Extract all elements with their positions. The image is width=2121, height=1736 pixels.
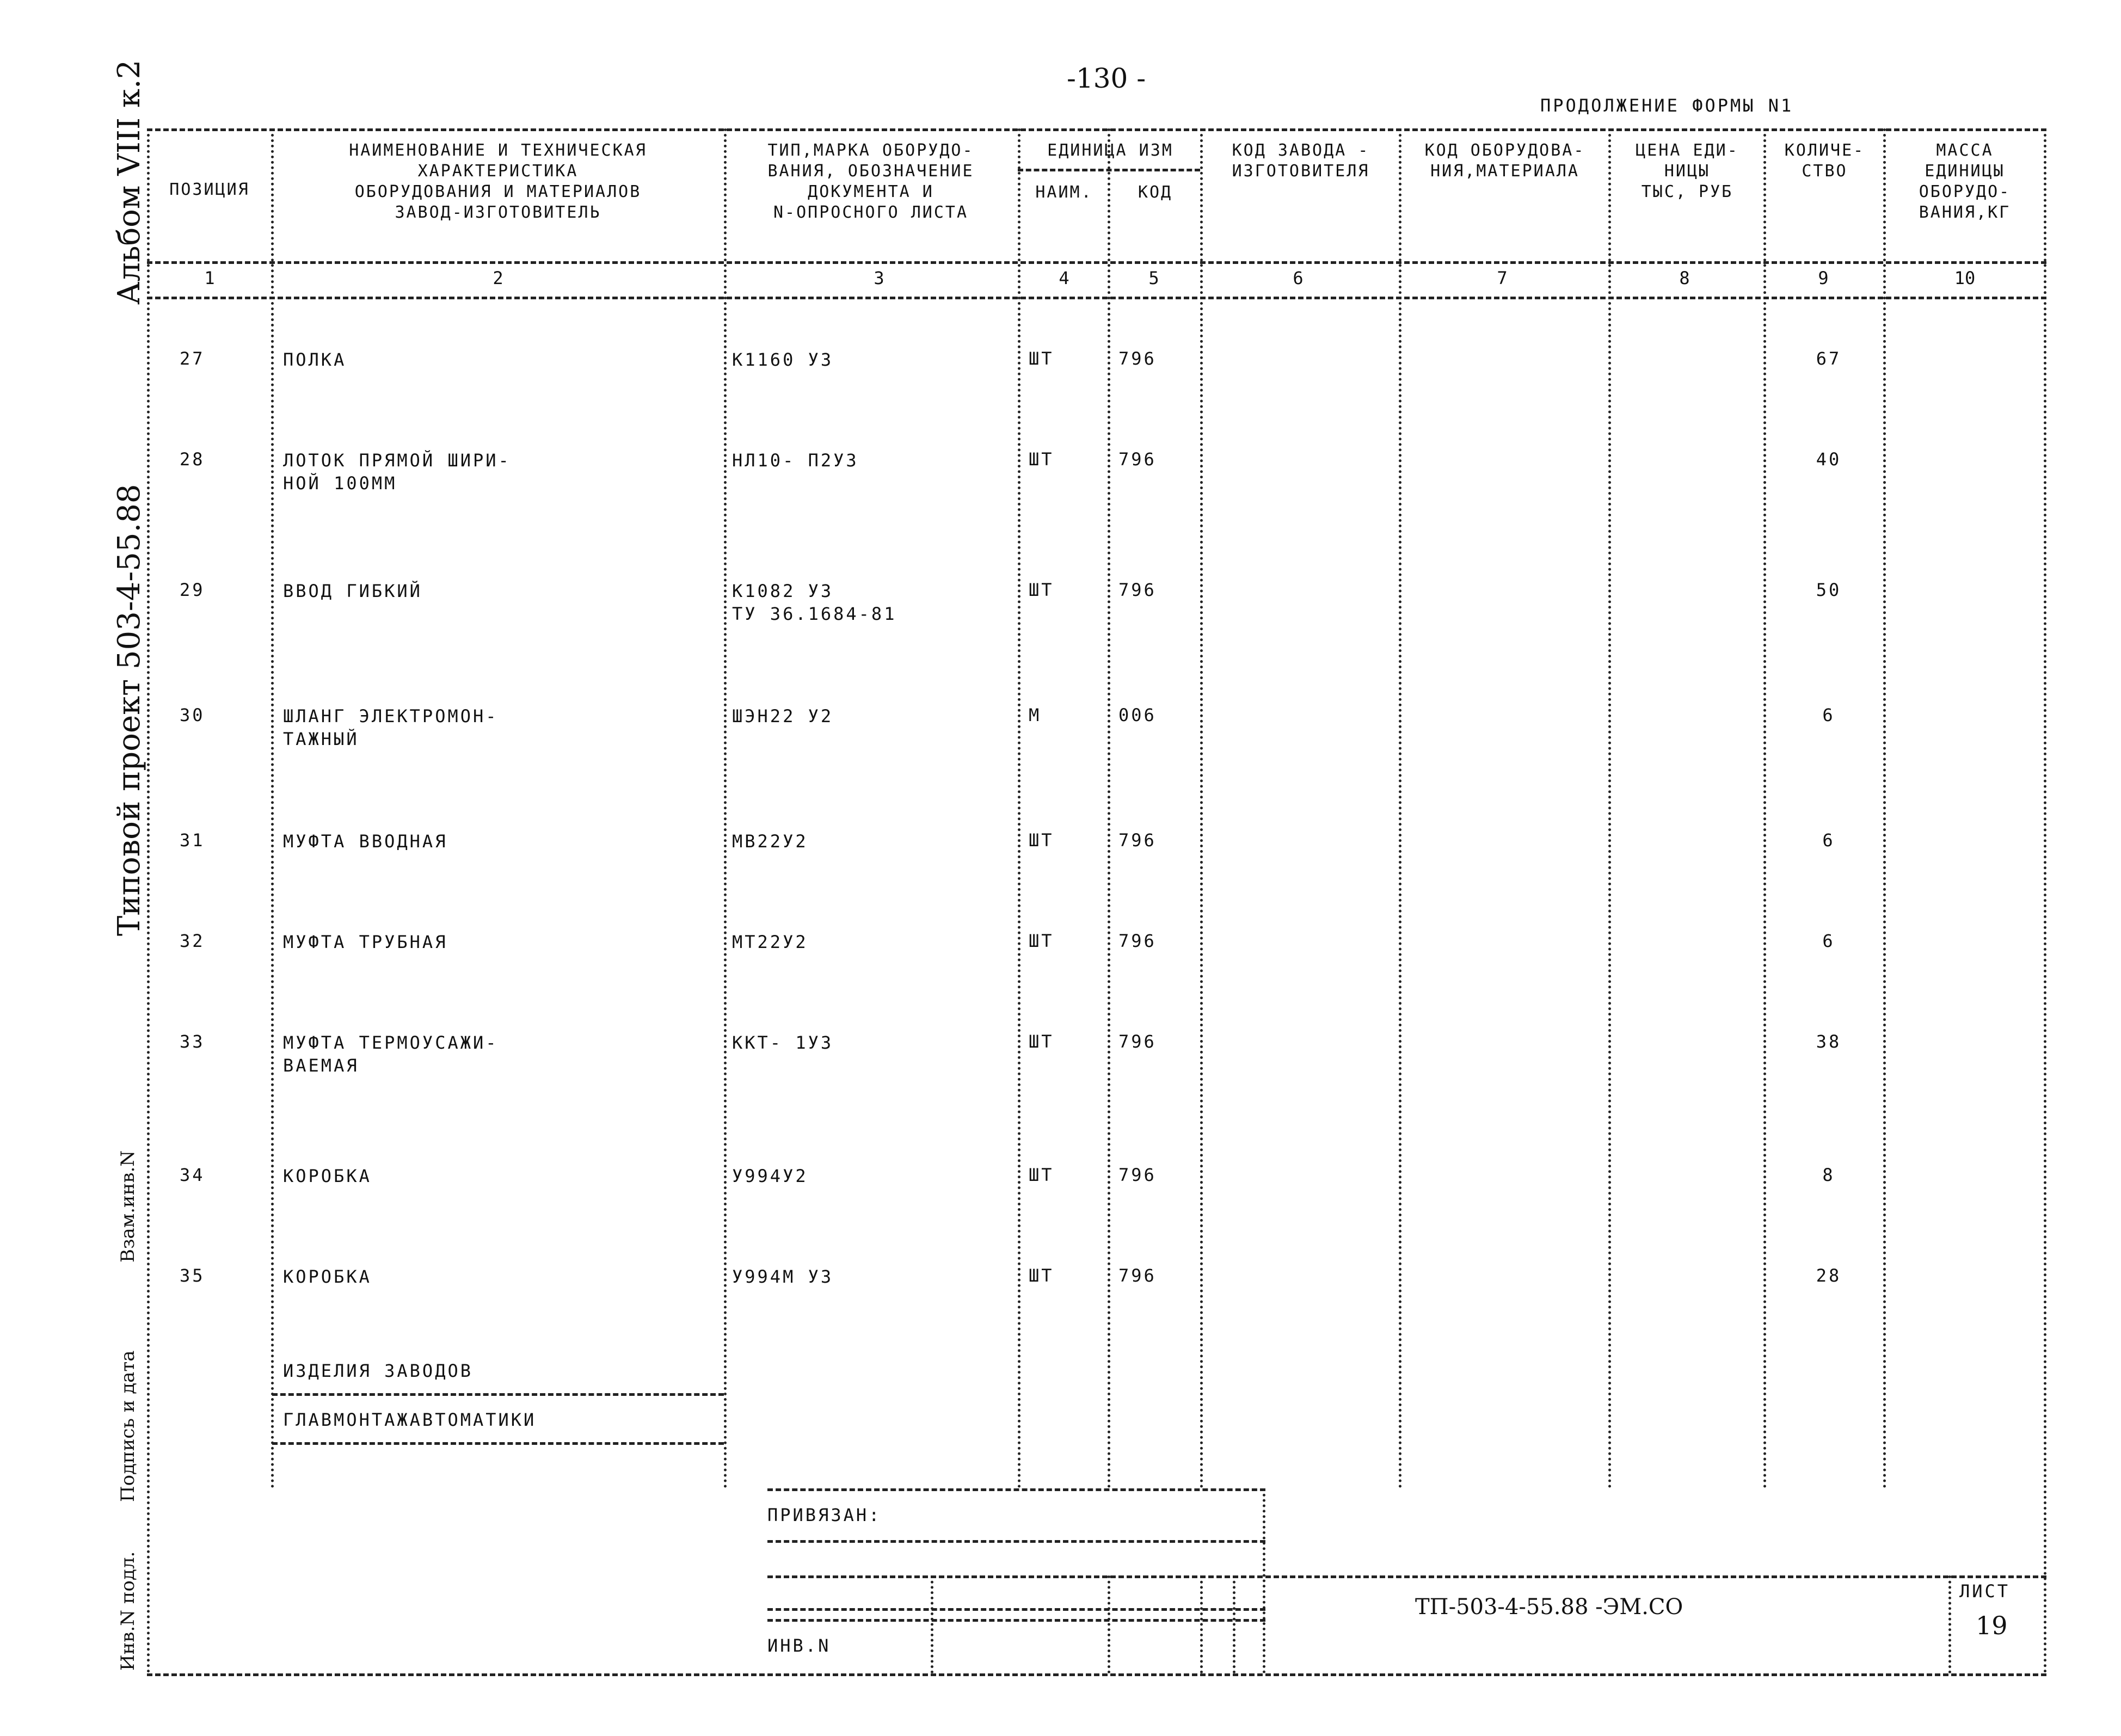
sheet-label: ЛИСТ — [1959, 1581, 2011, 1602]
col-line-1 — [271, 128, 274, 1489]
row-unit: ШТ — [1029, 1031, 1054, 1052]
stamp-col-3 — [1200, 1575, 1203, 1673]
row-name: ПОЛКА — [283, 349, 347, 370]
row-position: 33 — [180, 1031, 205, 1052]
header-bottom-rule — [147, 261, 2046, 264]
stamp-rule-2 — [767, 1575, 2046, 1578]
stamp-col-4 — [1233, 1575, 1235, 1673]
stamp-replace-inv: Взам.инв.N — [117, 1150, 139, 1263]
col-line-7 — [1608, 128, 1611, 1489]
row-name: ЛОТОК ПРЯМОЙ ШИРИ- НОЙ 100ММ — [283, 450, 511, 494]
row-position: 31 — [180, 830, 205, 851]
row-quantity: 38 — [1816, 1031, 1842, 1052]
row-code: 006 — [1118, 705, 1157, 725]
document-code: ТП-503-4-55.88 -ЭМ.СО — [1415, 1595, 1683, 1620]
col-number-7: 7 — [1497, 268, 1508, 288]
row-type: ШЭН22 У2 — [732, 706, 834, 727]
stamp-rule-4 — [767, 1619, 1265, 1622]
stamp-rule-1 — [767, 1540, 1265, 1543]
row-position: 34 — [180, 1165, 205, 1185]
col-line-6 — [1399, 128, 1401, 1489]
col-line-10 — [2044, 128, 2046, 1674]
row-name: МУФТА ТРУБНАЯ — [283, 932, 448, 952]
stamp-inventory-label: ИНВ.N — [767, 1635, 831, 1656]
row-unit: ШТ — [1029, 449, 1054, 470]
row-type: К1082 У3 ТУ 36.1684-81 — [732, 581, 897, 624]
row-code: 796 — [1118, 931, 1157, 951]
row-position: 32 — [180, 931, 205, 951]
table-top-rule — [147, 128, 2046, 131]
row-position: 35 — [180, 1265, 205, 1286]
header-factory-code: КОД ЗАВОДА - ИЗГОТОВИТЕЛЯ — [1232, 141, 1370, 181]
stamp-col-2 — [1108, 1575, 1110, 1673]
stamp-inventory-original: Инв.N подл. — [117, 1551, 139, 1671]
row-name: МУФТА ВВОДНАЯ — [283, 831, 448, 852]
col-number-2: 2 — [493, 268, 503, 288]
row-name: ШЛАНГ ЭЛЕКТРОМОН- ТАЖНЫЙ — [283, 706, 499, 749]
header-unit-name: НАИМ. — [1035, 183, 1093, 202]
row-type: К1160 У3 — [732, 349, 834, 370]
col-number-6: 6 — [1293, 268, 1304, 288]
row-unit: М — [1029, 705, 1042, 725]
header-mass: МАССА ЕДИНИЦЫ ОБОРУДО- ВАНИЯ,КГ — [1919, 141, 2011, 222]
stamp-col-1 — [931, 1575, 933, 1673]
col-line-2 — [724, 128, 727, 1489]
col-line-3 — [1018, 128, 1020, 1489]
header-quantity: КОЛИЧЕ- СТВО — [1784, 141, 1865, 181]
row-code: 796 — [1118, 580, 1157, 600]
row-unit: ШТ — [1029, 931, 1054, 951]
project-label: Типовой проект 503-4-55.88 — [112, 484, 147, 936]
row-quantity: 6 — [1822, 705, 1835, 725]
row-quantity: 67 — [1816, 348, 1842, 369]
column-numbers-rule — [147, 297, 2046, 299]
row-unit: ШТ — [1029, 580, 1054, 600]
row-type: У994У2 — [732, 1166, 808, 1186]
row-code: 796 — [1118, 1265, 1157, 1286]
row-quantity: 6 — [1822, 931, 1835, 951]
row-code: 796 — [1118, 1031, 1157, 1052]
section-title: ИЗДЕЛИЯ ЗАВОДОВ — [283, 1361, 473, 1381]
row-name: КОРОБКА — [283, 1266, 372, 1287]
row-quantity: 28 — [1816, 1265, 1842, 1286]
col-line-9 — [1883, 128, 1886, 1489]
row-type: МТ22У2 — [732, 932, 808, 952]
row-position: 29 — [180, 580, 205, 600]
col-number-5: 5 — [1148, 268, 1159, 288]
header-unit-price: ЦЕНА ЕДИ- НИЦЫ ТЫС, РУБ — [1636, 141, 1739, 201]
row-quantity: 8 — [1822, 1165, 1835, 1185]
row-position: 28 — [180, 449, 205, 470]
row-unit: ШТ — [1029, 1265, 1054, 1286]
row-type: ККТ- 1У3 — [732, 1032, 834, 1053]
row-unit: ШТ — [1029, 348, 1054, 369]
col-line-5 — [1200, 128, 1203, 1489]
header-unit-group: ЕДИНИЦА ИЗМ — [1047, 141, 1173, 160]
sheet-box-line — [1948, 1575, 1951, 1673]
row-code: 796 — [1118, 830, 1157, 851]
continuation-caption: ПРОДОЛЖЕНИЕ ФОРМЫ N1 — [1540, 95, 1794, 116]
section-rule-2 — [272, 1442, 724, 1445]
col-number-8: 8 — [1679, 268, 1690, 288]
row-code: 796 — [1118, 348, 1157, 369]
row-name: МУФТА ТЕРМОУСАЖИ- ВАЕМАЯ — [283, 1032, 499, 1076]
col-line-8 — [1763, 128, 1766, 1489]
col-number-10: 10 — [1954, 268, 1976, 288]
row-name: ВВОД ГИБКИЙ — [283, 581, 422, 601]
col-number-9: 9 — [1818, 268, 1829, 288]
row-unit: ШТ — [1029, 1165, 1054, 1185]
row-quantity: 50 — [1816, 580, 1842, 600]
sheet-number: 19 — [1976, 1611, 2008, 1640]
col-number-1: 1 — [204, 268, 215, 288]
stamp-bound-label: ПРИВЯЗАН: — [767, 1505, 882, 1525]
stamp-right-line — [1263, 1488, 1265, 1673]
col-line-4 — [1108, 128, 1110, 1489]
col-number-4: 4 — [1059, 268, 1069, 288]
header-material-code: КОД ОБОРУДОВА- НИЯ,МАТЕРИАЛА — [1424, 141, 1585, 181]
header-unit-code: КОД — [1138, 183, 1173, 202]
row-quantity: 40 — [1816, 449, 1842, 470]
section-rule-1 — [272, 1393, 724, 1396]
header-position: ПОЗИЦИЯ — [169, 180, 250, 199]
stamp-rule-3 — [767, 1608, 1265, 1611]
page-number: -130 - — [1067, 63, 1146, 94]
col-line-0 — [147, 128, 150, 1674]
row-code: 796 — [1118, 1165, 1157, 1185]
row-code: 796 — [1118, 449, 1157, 470]
table-bottom-rule — [147, 1673, 2046, 1676]
stamp-top-rule — [767, 1488, 1265, 1491]
section-organization: ГЛАВМОНТАЖАВТОМАТИКИ — [283, 1409, 537, 1430]
row-type: МВ22У2 — [732, 831, 808, 852]
row-position: 27 — [180, 348, 205, 369]
stamp-signature-date: Подпись и дата — [117, 1350, 139, 1502]
row-type: НЛ10- П2У3 — [732, 450, 859, 471]
row-unit: ШТ — [1029, 830, 1054, 851]
row-quantity: 6 — [1822, 830, 1835, 851]
row-name: КОРОБКА — [283, 1166, 372, 1186]
row-position: 30 — [180, 705, 205, 725]
row-type: У994М У3 — [732, 1266, 834, 1287]
header-name: НАИМЕНОВАНИЕ И ТЕХНИЧЕСКАЯ ХАРАКТЕРИСТИКА ОБОРУДОВАНИЯ И МАТЕРИАЛОВ ЗАВОД-ИЗГОТОВИТЕЛЬ — [349, 141, 647, 222]
album-label: Альбом VIII к.2 — [112, 59, 147, 305]
col-number-3: 3 — [874, 268, 884, 288]
header-type: ТИП,МАРКА ОБОРУДО- ВАНИЯ, ОБОЗНАЧЕНИЕ ДОКУМЕНТА И N-ОПРОСНОГО ЛИСТА — [767, 141, 974, 222]
